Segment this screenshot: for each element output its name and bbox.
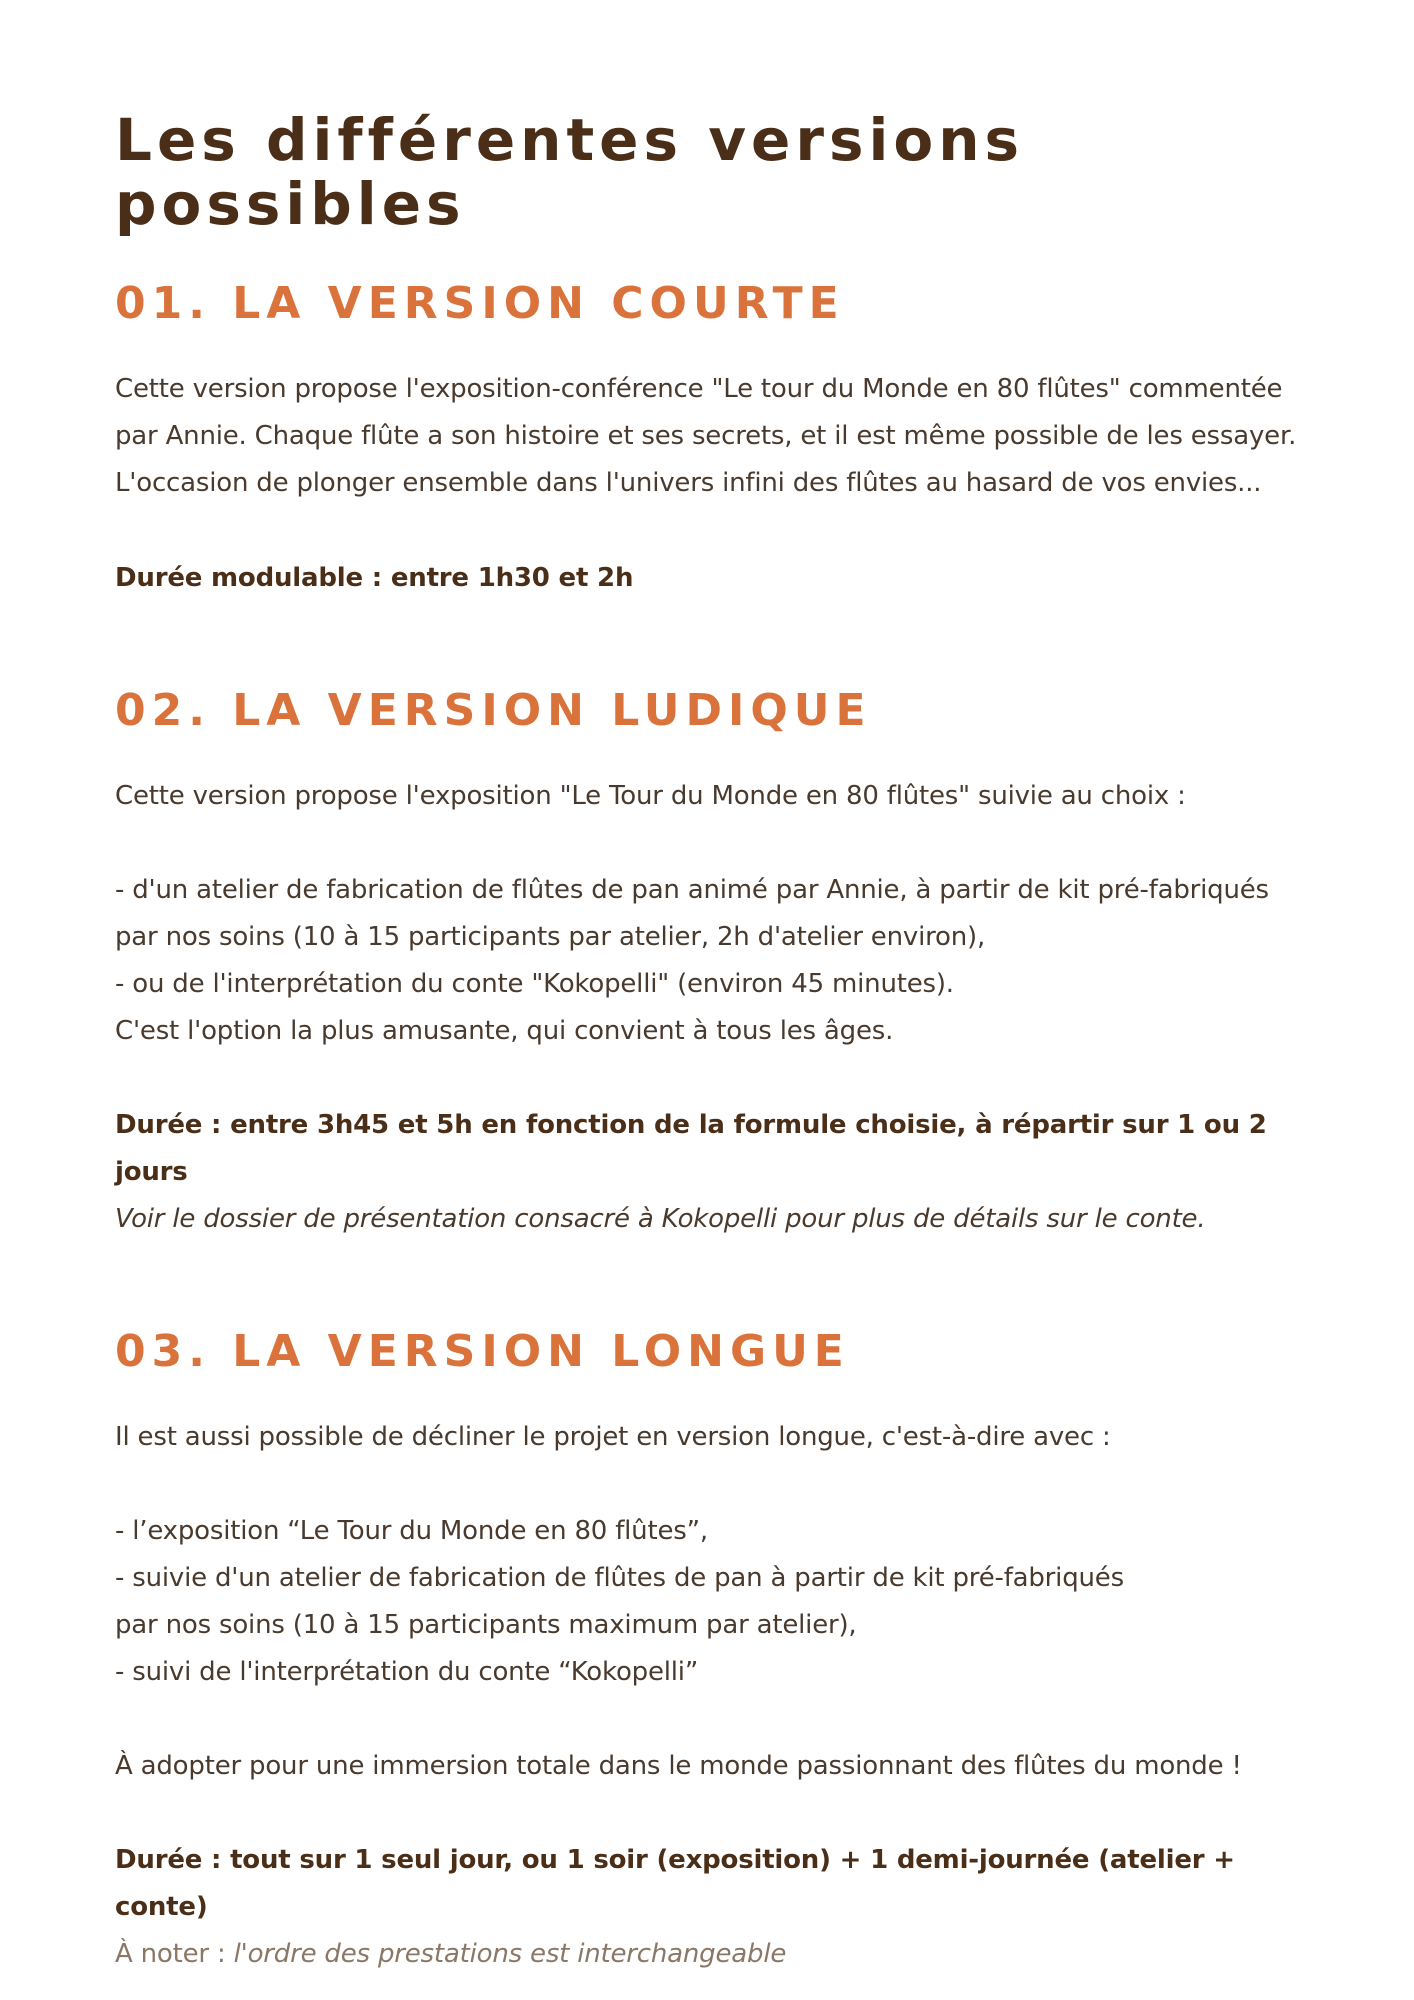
page-title [115,108,1335,236]
section-heading: 02. LA VERSION LUDIQUE [115,685,872,736]
options-list [115,867,1335,1055]
duration-label: Durée : entre 3h45 et 5h en fonction de la formule choisie, à répartir sur 1 ou 2 jours [115,1110,1267,1187]
note-body: l'ordre des prestations est interchangeable [233,1939,787,1969]
list-item: - d'un atelier de fabrication de flûtes de pan animé par Annie, à partir de kit pré-fabriqués [115,875,1269,905]
list-item: - suivi de l'interprétation du conte “Kokopelli” [115,1657,699,1687]
duration-block [115,1837,1335,1978]
closing-paragraph: À adopter pour une immersion totale dans le monde passionnant des flûtes du monde ! [115,1751,1242,1781]
note-text: Voir le dossier de présentation consacré à Kokopelli pour plus de détails sur le conte. [115,1204,1206,1234]
list-item: - ou de l'interprétation du conte "Kokopelli" (environ 45 minutes). [115,969,954,999]
text-line: par Annie. Chaque flûte a son histoire et ses secrets, et il est même possible de les essayer. [115,421,1297,451]
duration-label: Durée : tout sur 1 seul jour, ou 1 soir (exposition) + 1 demi-journée (atelier + conte) [115,1845,1235,1922]
text-line: Cette version propose l'exposition-conférence "Le tour du Monde en 80 flûtes" commentée [115,374,1283,404]
note-prefix: À noter : [115,1939,234,1969]
list-item: - suivie d'un atelier de fabrication de flûtes de pan à partir de kit pré-fabriqués [115,1563,1124,1593]
section-version-ludique [115,685,1335,1243]
text-line: L'occasion de plonger ensemble dans l'univers infini des flûtes au hasard de vos envies... [115,468,1262,498]
section-heading: 01. LA VERSION COURTE [115,278,845,329]
list-item: - l’exposition “Le Tour du Monde en 80 flûtes”, [115,1516,708,1546]
duration-block [115,1102,1335,1243]
section-intro-paragraph [115,366,1335,507]
section-version-courte [115,278,1335,602]
items-list [115,1508,1335,1696]
note-text [115,1931,1335,1978]
list-item: par nos soins (10 à 15 participants par atelier, 2h d'atelier environ), [115,922,986,952]
section-heading: 03. LA VERSION LONGUE [115,1326,850,1377]
section-intro-paragraph: Il est aussi possible de décliner le projet en version longue, c'est-à-dire avec : [115,1422,1111,1452]
duration-label: Durée modulable : entre 1h30 et 2h [115,563,634,593]
section-version-longue [115,1326,1335,1978]
page-title-line-1: Les différentes versions [115,106,1025,174]
list-item: par nos soins (10 à 15 participants maximum par atelier), [115,1610,857,1640]
page-title-line-2: possibles [115,170,466,238]
document-page [115,108,1335,1978]
section-intro-paragraph: Cette version propose l'exposition "Le Tour du Monde en 80 flûtes" suivie au choix : [115,781,1186,811]
list-item: C'est l'option la plus amusante, qui convient à tous les âges. [115,1016,894,1046]
